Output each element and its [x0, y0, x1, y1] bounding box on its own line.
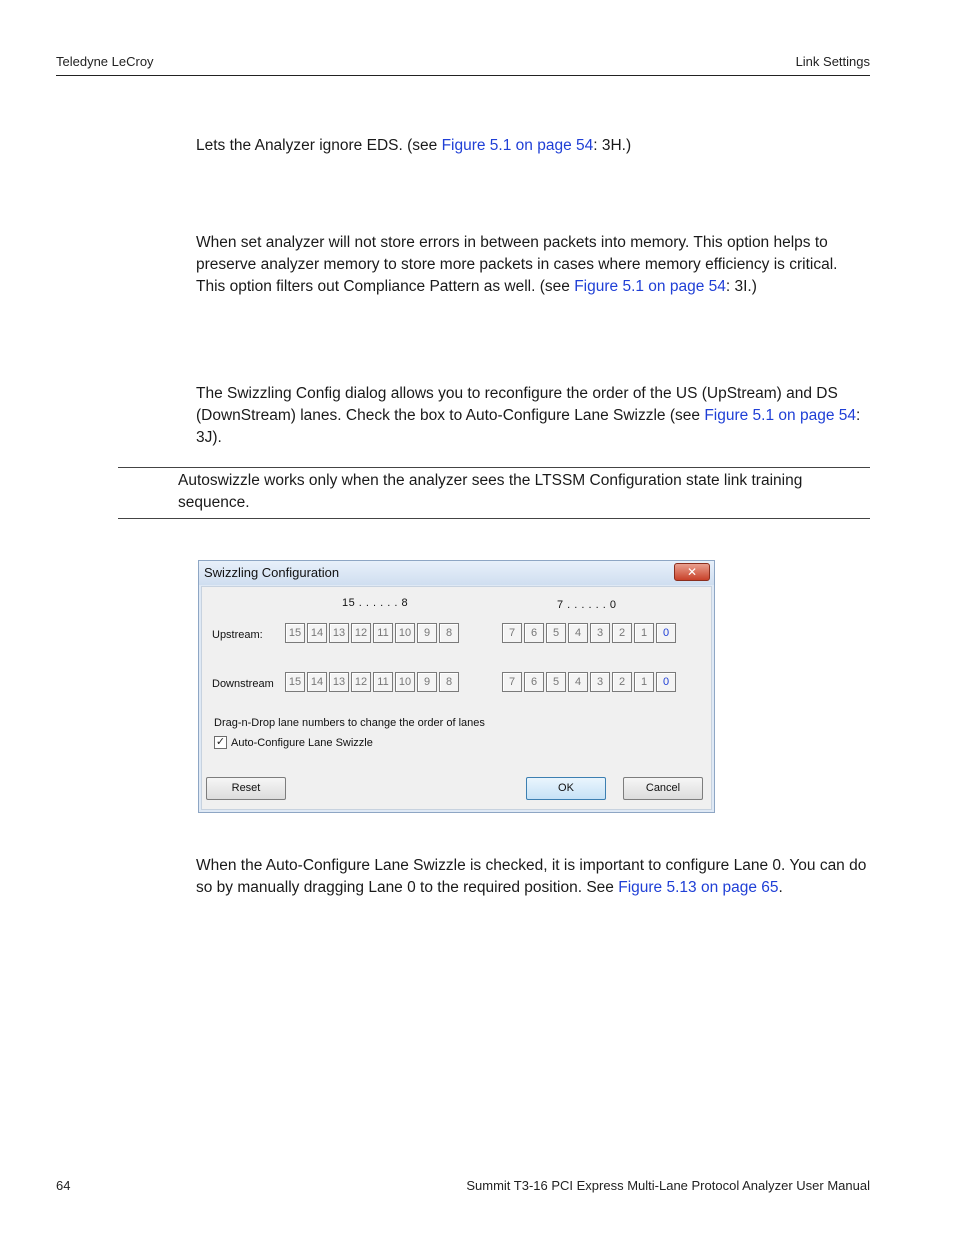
auto-configure-row[interactable] [214, 736, 373, 749]
lane-1-box[interactable]: 1 [634, 623, 654, 643]
lane-12-box[interactable]: 12 [351, 623, 371, 643]
paragraph-text: : 3I.) [725, 278, 757, 295]
dialog-title: Swizzling Configuration [204, 565, 340, 580]
paragraph-auto-configure [196, 855, 870, 899]
upstream-label: Upstream: [212, 629, 263, 641]
lane-2-box[interactable]: 2 [612, 623, 632, 643]
paragraph-ignore-eds [196, 135, 870, 157]
cancel-button[interactable]: Cancel [623, 777, 703, 800]
figure-link[interactable]: Figure 5.13 on page 65 [618, 879, 779, 896]
swizzling-dialog [198, 560, 715, 813]
auto-configure-checkbox[interactable]: ✓ [215, 736, 226, 748]
upstream-lanes-high [285, 623, 459, 643]
lane-15-box[interactable]: 15 [285, 623, 305, 643]
lane-7-box[interactable]: 7 [502, 672, 522, 692]
lane-10-box[interactable]: 10 [395, 623, 415, 643]
lane-1-box[interactable]: 1 [634, 672, 654, 692]
paragraph-text: . [778, 879, 783, 896]
lane-14-box[interactable]: 14 [307, 623, 327, 643]
auto-configure-label[interactable]: Auto-Configure Lane Swizzle [231, 736, 373, 749]
paragraph-text: When the Auto-Configure Lane Swizzle is checked, it is important to configure Lane 0. You can do so by manually dragging Lane 0 to the required position. See [196, 857, 867, 896]
lane-4-box[interactable]: 4 [568, 672, 588, 692]
page-number: 64 [56, 1178, 71, 1193]
dialog-client [201, 586, 712, 810]
lane-9-box[interactable]: 9 [417, 672, 437, 692]
lane-14-box[interactable]: 14 [307, 672, 327, 692]
lane-6-box[interactable]: 6 [524, 623, 544, 643]
note-rule-bottom [118, 518, 870, 519]
lane-12-box[interactable]: 12 [351, 672, 371, 692]
lane-10-box[interactable]: 10 [395, 672, 415, 692]
upstream-lanes-low [502, 623, 676, 643]
paragraph-store-errors [196, 232, 870, 298]
reset-button[interactable]: Reset [206, 777, 286, 800]
note-rule-top [118, 467, 870, 468]
drag-drop-hint: Drag-n-Drop lane numbers to change the order of lanes [214, 717, 485, 729]
lane-13-box[interactable]: 13 [329, 672, 349, 692]
lane-8-box[interactable]: 8 [439, 623, 459, 643]
header-rule [56, 75, 870, 76]
lane-0-box[interactable]: 0 [656, 672, 676, 692]
paragraph-text: When set analyzer will not store errors in between packets into memory. This option helps to preserve analyzer memory to store more packets in cases where memory efficiency is critical. This option filters out Compliance Pattern as well. (see [196, 234, 838, 295]
downstream-lanes-low [502, 672, 676, 692]
figure-link[interactable]: Figure 5.1 on page 54 [574, 278, 726, 295]
lane-11-box[interactable]: 11 [373, 672, 393, 692]
lane-6-box[interactable]: 6 [524, 672, 544, 692]
lane-7-box[interactable]: 7 [502, 623, 522, 643]
downstream-label: Downstream [212, 678, 274, 690]
paragraph-text: The Swizzling Config dialog allows you to reconfigure the order of the US (UpStream) and DS (DownStream) lanes. Check the box to Auto-Configure Lane Swizzle (see [196, 385, 838, 424]
paragraph-text: Lets the Analyzer ignore EDS. (see [196, 137, 442, 154]
lane-15-box[interactable]: 15 [285, 672, 305, 692]
range-label-low: 7 . . . . . . 0 [557, 599, 617, 611]
range-label-high: 15 . . . . . . 8 [342, 597, 409, 609]
lane-8-box[interactable]: 8 [439, 672, 459, 692]
lane-5-box[interactable]: 5 [546, 672, 566, 692]
note-text: Autoswizzle works only when the analyzer sees the LTSSM Configuration state link training sequence. [178, 472, 803, 511]
lane-0-box[interactable]: 0 [656, 623, 676, 643]
running-header-right: Link Settings [795, 54, 870, 69]
running-header-left: Teledyne LeCroy [56, 54, 154, 69]
ok-button[interactable]: OK [526, 777, 606, 800]
paragraph-text: : 3H.) [593, 137, 632, 154]
running-footer-title: Summit T3-16 PCI Express Multi-Lane Protocol Analyzer User Manual [466, 1178, 870, 1193]
lane-5-box[interactable]: 5 [546, 623, 566, 643]
figure-link[interactable]: Figure 5.1 on page 54 [704, 407, 856, 424]
close-icon[interactable]: ✕ [674, 563, 710, 581]
lane-13-box[interactable]: 13 [329, 623, 349, 643]
paragraph-swizzling [196, 383, 870, 449]
lane-4-box[interactable]: 4 [568, 623, 588, 643]
downstream-lanes-high [285, 672, 459, 692]
lane-9-box[interactable]: 9 [417, 623, 437, 643]
lane-2-box[interactable]: 2 [612, 672, 632, 692]
lane-3-box[interactable]: 3 [590, 623, 610, 643]
paragraph-text: : 3J). [196, 407, 861, 446]
lane-11-box[interactable]: 11 [373, 623, 393, 643]
lane-3-box[interactable]: 3 [590, 672, 610, 692]
dialog-titlebar[interactable] [199, 561, 714, 585]
figure-link[interactable]: Figure 5.1 on page 54 [441, 137, 594, 154]
